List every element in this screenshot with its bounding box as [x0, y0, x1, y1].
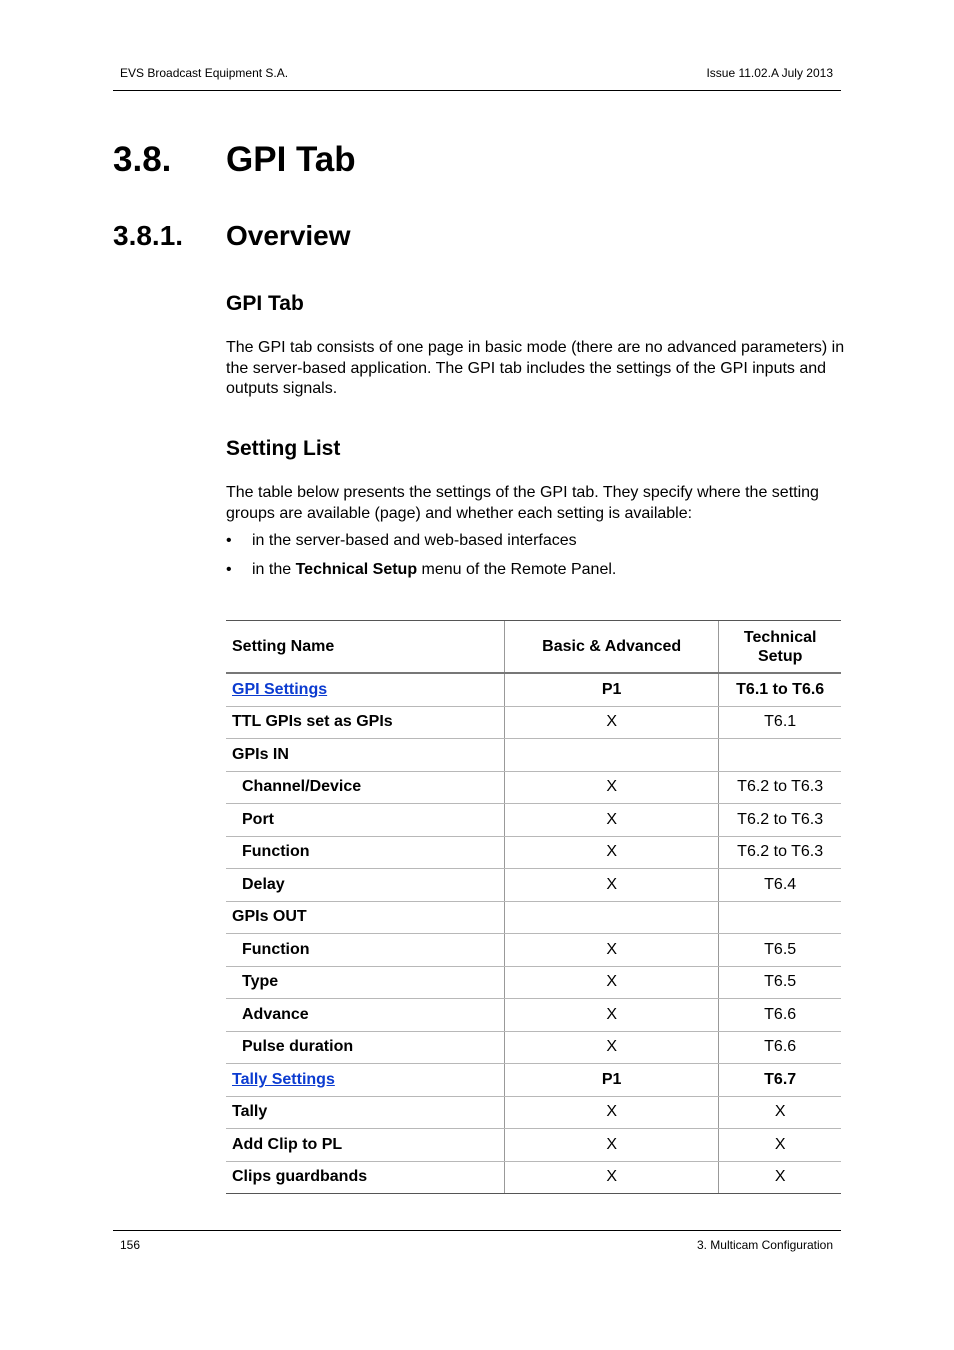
cell-setting-name: Delay: [226, 869, 504, 902]
cell-setting-name: TTL GPIs set as GPIs: [226, 706, 504, 739]
cell-tech: T6.7: [719, 1064, 841, 1097]
section-number: 3.8.: [113, 140, 172, 179]
cell-tech: T6.1: [719, 706, 841, 739]
cell-setting-name: Add Clip to PL: [226, 1129, 504, 1162]
cell-basic: P1: [504, 1064, 718, 1097]
table-row: [226, 1161, 841, 1194]
table-row: [226, 869, 841, 902]
footer-page-number: 156: [120, 1238, 141, 1252]
cell-tech: X: [719, 1096, 841, 1129]
table-row: [226, 999, 841, 1032]
column-header-setting-name: Setting Name: [226, 621, 504, 674]
list-item: [226, 531, 616, 560]
cell-basic: P1: [504, 673, 718, 706]
cell-basic: X: [504, 836, 718, 869]
cell-setting-name: Type: [226, 966, 504, 999]
footer-divider: [113, 1230, 841, 1231]
cell-setting-name: Channel/Device: [226, 771, 504, 804]
table-row: [226, 1064, 841, 1097]
section-heading: [113, 140, 356, 180]
cell-tech: T6.1 to T6.6: [719, 673, 841, 706]
header-issue: Issue 11.02.A July 2013: [706, 66, 833, 80]
table-row: [226, 771, 841, 804]
technical-header-line2: Setup: [757, 647, 803, 665]
cell-basic: X: [504, 1096, 718, 1129]
table-row: [226, 934, 841, 967]
subsection-number: 3.8.1.: [113, 220, 184, 251]
table-row: [226, 1129, 841, 1162]
availability-list: [226, 531, 616, 589]
cell-basic: [504, 739, 718, 772]
technical-header-line1: Technical: [743, 628, 817, 646]
bullet-text-pre: in the: [252, 561, 296, 578]
cell-basic: X: [504, 804, 718, 837]
table-row: [226, 673, 841, 706]
cell-tech: X: [719, 1129, 841, 1162]
footer-chapter: 3. Multicam Configuration: [696, 1238, 833, 1252]
section-title: GPI Tab: [226, 140, 356, 179]
cell-basic: X: [504, 771, 718, 804]
table-row: [226, 966, 841, 999]
cell-basic: X: [504, 869, 718, 902]
subsection-heading: [113, 220, 351, 252]
cell-setting-name: [226, 1064, 504, 1097]
setting-list-intro: The table below presents the settings of the GPI tab. They specify where the setting groups are available (page) and whether each setting is available:: [226, 484, 819, 522]
bullet-icon: •: [226, 561, 232, 578]
cell-setting-name: GPIs IN: [226, 739, 504, 772]
gpi-settings-link[interactable]: GPI Settings: [232, 680, 328, 698]
bullet-text-post: menu of the Remote Panel.: [417, 561, 617, 578]
cell-tech: T6.2 to T6.3: [719, 771, 841, 804]
column-header-basic-advanced: Basic & Advanced: [504, 621, 718, 674]
cell-setting-name: Clips guardbands: [226, 1161, 504, 1194]
cell-tech: T6.4: [719, 869, 841, 902]
header-divider: [113, 90, 841, 91]
bullet-icon: •: [226, 532, 232, 549]
cell-setting-name: Tally: [226, 1096, 504, 1129]
cell-tech: T6.5: [719, 966, 841, 999]
cell-setting-name: Function: [226, 836, 504, 869]
cell-tech: X: [719, 1161, 841, 1194]
table-row: [226, 1031, 841, 1064]
table-row: [226, 836, 841, 869]
cell-basic: X: [504, 1161, 718, 1194]
gpi-tab-heading: GPI Tab: [226, 292, 304, 315]
cell-basic: X: [504, 999, 718, 1032]
list-item: [226, 560, 616, 589]
cell-setting-name: Port: [226, 804, 504, 837]
cell-tech: [719, 739, 841, 772]
bullet-text: in the server-based and web-based interfaces: [252, 532, 577, 549]
cell-setting-name: GPIs OUT: [226, 901, 504, 934]
setting-list-heading: Setting List: [226, 437, 341, 460]
cell-tech: T6.5: [719, 934, 841, 967]
header-company: EVS Broadcast Equipment S.A.: [120, 66, 289, 80]
table-row: [226, 901, 841, 934]
bullet-text-bold: Technical Setup: [295, 561, 418, 578]
column-header-technical-setup: [719, 621, 841, 674]
cell-setting-name: [226, 673, 504, 706]
table-row: [226, 706, 841, 739]
table-header-row: [226, 621, 841, 674]
cell-basic: X: [504, 706, 718, 739]
table-row: [226, 804, 841, 837]
table-row: [226, 739, 841, 772]
cell-basic: X: [504, 1129, 718, 1162]
cell-basic: X: [504, 966, 718, 999]
subsection-title: Overview: [226, 220, 351, 251]
table-row: [226, 1096, 841, 1129]
cell-tech: T6.2 to T6.3: [719, 804, 841, 837]
cell-tech: [719, 901, 841, 934]
cell-setting-name: Function: [226, 934, 504, 967]
settings-table: [226, 620, 841, 1194]
cell-basic: [504, 901, 718, 934]
cell-tech: T6.2 to T6.3: [719, 836, 841, 869]
cell-basic: X: [504, 1031, 718, 1064]
cell-setting-name: Advance: [226, 999, 504, 1032]
gpi-tab-paragraph: The GPI tab consists of one page in basic mode (there are no advanced parameters) in the server-based application. The GPI tab includes the settings of the GPI inputs and outputs signals.: [226, 339, 845, 397]
cell-setting-name: Pulse duration: [226, 1031, 504, 1064]
cell-tech: T6.6: [719, 1031, 841, 1064]
cell-basic: X: [504, 934, 718, 967]
cell-tech: T6.6: [719, 999, 841, 1032]
tally-settings-link[interactable]: Tally Settings: [232, 1070, 335, 1088]
